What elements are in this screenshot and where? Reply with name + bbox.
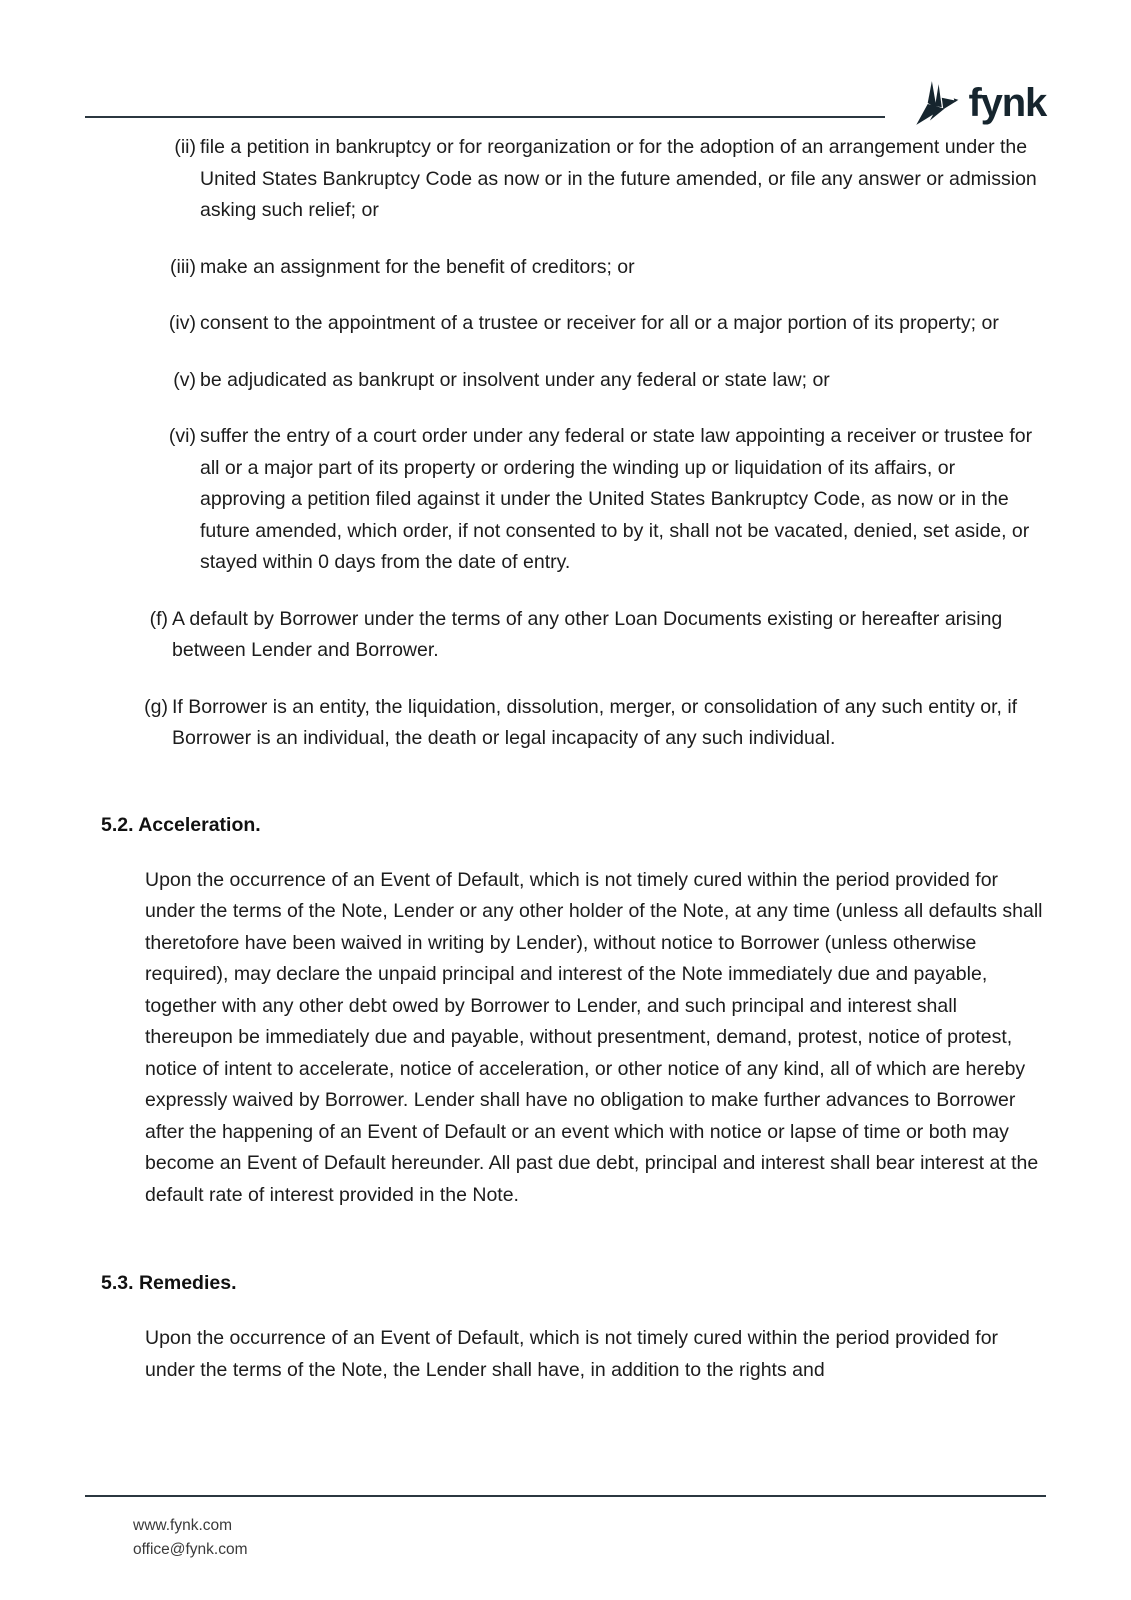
footer-divider	[85, 1495, 1046, 1497]
footer-email[interactable]: office@fynk.com	[133, 1541, 248, 1558]
list-text: make an assignment for the benefit of creditors; or	[200, 255, 635, 278]
page-footer	[85, 1495, 1046, 1562]
list-marker: (f)	[149, 607, 168, 630]
list-item	[85, 308, 1046, 340]
section-body-5-3: Upon the occurrence of an Event of Default, which is not timely cured within the period provided for under the terms of the Note, the Lender shall have, in addition to the rights and	[145, 1327, 999, 1381]
origami-bird-icon	[909, 77, 961, 129]
section-5-3	[85, 1269, 1046, 1386]
list-text: suffer the entry of a court order under any federal or state law appointing a receiver or trustee for all or a major part of its property or ordering the winding up or liquidation of its affairs, or approving a petition filed against it under the United States Bankruptcy Code, as now or in the future amended, which order, if not consented to by it, shall not be vacated, denied, set aside, or stayed within 0 days from the date of entry.	[200, 425, 1033, 573]
header-divider	[85, 116, 885, 118]
list-item	[85, 421, 1046, 579]
list-text: be adjudicated as bankrupt or insolvent under any federal or state law; or	[200, 368, 830, 391]
section-body-5-2: Upon the occurrence of an Event of Default, which is not timely cured within the period provided for under the terms of the Note, Lender or any other holder of the Note, at any time (unless all defaults shall theretofore have been waived in writing by Lender), without notice to Borrower (unless otherwise required), may declare the unpaid principal and interest of the Note immediately due and payable, together with any other debt owed by Borrower to Lender, and such principal and interest shall thereupon be immediately due and payable, without presentment, demand, protest, notice of protest, notice of intent to accelerate, notice of acceleration, or other notice of any kind, all of which are hereby expressly waived by Borrower. Lender shall have no obligation to make further advances to Borrower after the happening of an Event of Default or an event which with notice or lapse of time or both may become an Event of Default hereunder. All past due debt, principal and interest shall bear interest at the default rate of interest provided in the Note.	[145, 868, 1043, 1206]
list-marker: (v)	[173, 368, 196, 391]
list-marker: (vi)	[168, 425, 196, 447]
list-item	[85, 604, 1046, 667]
list-text: file a petition in bankruptcy or for reorganization or for the adoption of an arrangement under the United States Bankruptcy Code as now or in the future amended, or file any answer or admission asking such relief; or	[200, 136, 1037, 221]
footer-contact	[85, 1514, 1046, 1562]
document-body	[85, 132, 1046, 1406]
section-5-2	[85, 811, 1046, 1212]
list-item	[85, 132, 1046, 227]
brand-logo	[909, 77, 1046, 129]
list-item	[85, 365, 1046, 397]
letter-list	[85, 604, 1046, 755]
list-text: consent to the appointment of a trustee or receiver for all or a major portion of its property; or	[200, 312, 999, 334]
list-marker: (iv)	[168, 312, 196, 334]
list-text: A default by Borrower under the terms of any other Loan Documents existing or hereafter arising between Lender and Borrower.	[172, 607, 1003, 661]
roman-list	[85, 132, 1046, 579]
brand-wordmark: fynk	[968, 81, 1046, 125]
footer-website[interactable]: www.fynk.com	[133, 1517, 233, 1534]
section-heading-5-2: 5.2. Acceleration.	[101, 813, 261, 836]
list-marker: (ii)	[174, 136, 196, 158]
list-marker: (iii)	[170, 255, 196, 278]
section-heading-5-3: 5.3. Remedies.	[101, 1272, 237, 1294]
list-marker: (g)	[144, 695, 168, 718]
list-item	[85, 692, 1046, 755]
page-header	[85, 72, 1046, 134]
list-text: If Borrower is an entity, the liquidation, dissolution, merger, or consolidation of any such entity or, if Borrower is an individual, the death or legal incapacity of any such individual.	[172, 695, 1018, 749]
list-item	[85, 252, 1046, 284]
